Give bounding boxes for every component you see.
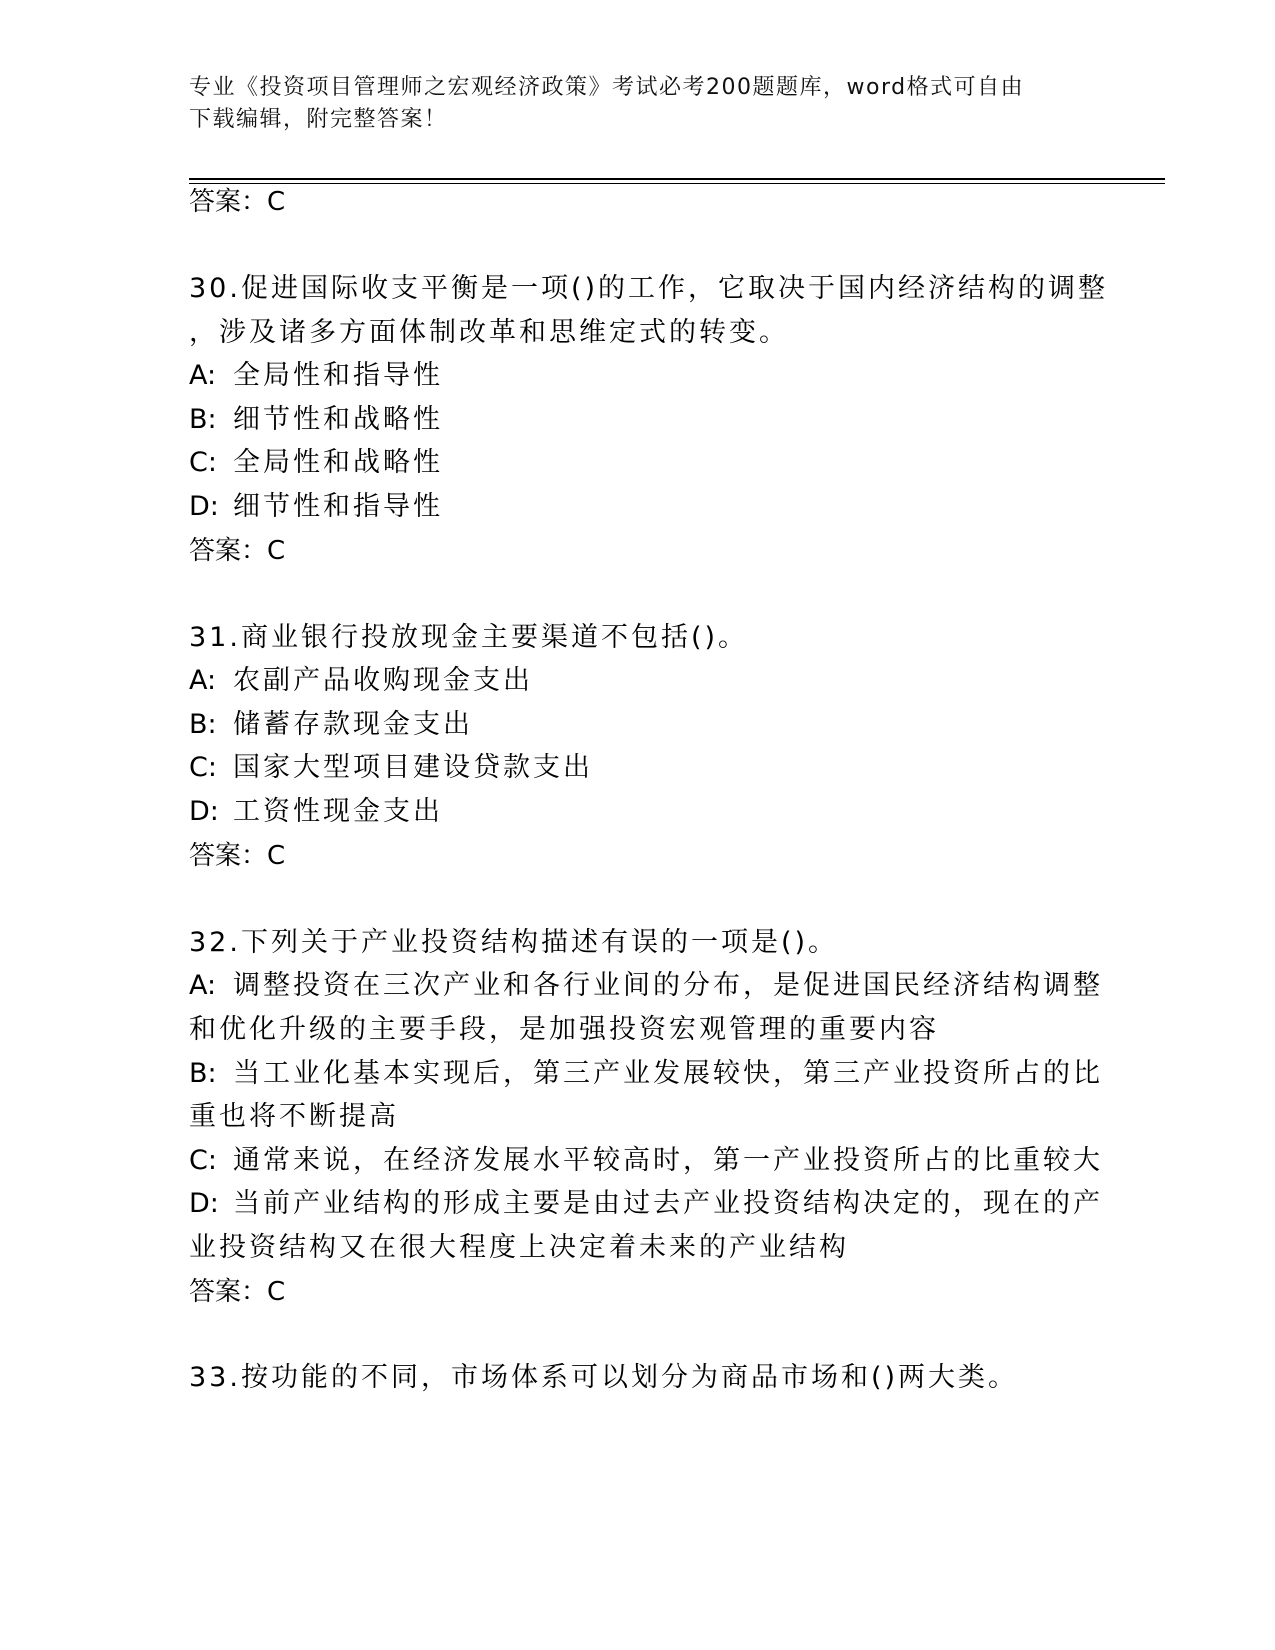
question-31-option-c: C: 国家大型项目建设贷款支出 bbox=[189, 752, 593, 783]
question-32-option-d: D: 当前产业结构的形成主要是由过去产业投资结构决定的，现在的产 bbox=[189, 1188, 1103, 1219]
question-32-option-b: B: 当工业化基本实现后，第三产业发展较快，第三产业投资所占的比 bbox=[189, 1058, 1103, 1089]
answer-32: 答案：C bbox=[189, 1277, 286, 1307]
question-32-option-b-cont: 重也将不断提高 bbox=[189, 1101, 399, 1132]
question-32-line-1: 32.下列关于产业投资结构描述有误的一项是()。 bbox=[189, 927, 839, 958]
answer-29: 答案：C bbox=[189, 187, 286, 217]
question-32-option-d-cont: 业投资结构又在很大程度上决定着未来的产业结构 bbox=[189, 1232, 849, 1263]
question-31-option-a: A: 农副产品收购现金支出 bbox=[189, 665, 533, 696]
answer-30: 答案：C bbox=[189, 536, 286, 566]
question-32-option-a-cont: 和优化升级的主要手段，是加强投资宏观管理的重要内容 bbox=[189, 1014, 939, 1045]
question-30-option-b: B: 细节性和战略性 bbox=[189, 404, 443, 435]
question-31-line-1: 31.商业银行投放现金主要渠道不包括()。 bbox=[189, 622, 749, 653]
header-line-1: 专业《投资项目管理师之宏观经济政策》考试必考200题题库，word格式可自由 bbox=[189, 75, 1025, 100]
question-30-option-c: C: 全局性和战略性 bbox=[189, 447, 443, 478]
question-33-line-1: 33.按功能的不同，市场体系可以划分为商品市场和()两大类。 bbox=[189, 1362, 1019, 1393]
question-30-line-2: ，涉及诸多方面体制改革和思维定式的转变。 bbox=[189, 317, 789, 348]
header-divider-thin bbox=[189, 183, 1165, 184]
question-31-option-d: D: 工资性现金支出 bbox=[189, 796, 443, 827]
header-divider-thick bbox=[189, 178, 1165, 180]
question-31-option-b: B: 储蓄存款现金支出 bbox=[189, 709, 473, 740]
question-30-option-d: D: 细节性和指导性 bbox=[189, 491, 443, 522]
question-32-option-c: C: 通常来说，在经济发展水平较高时，第一产业投资所占的比重较大 bbox=[189, 1145, 1103, 1176]
document-header bbox=[189, 72, 1069, 136]
header-line-2: 下载编辑，附完整答案！ bbox=[189, 107, 448, 132]
question-30-option-a: A: 全局性和指导性 bbox=[189, 360, 443, 391]
question-32-option-a: A: 调整投资在三次产业和各行业间的分布，是促进国民经济结构调整 bbox=[189, 970, 1103, 1001]
answer-31: 答案：C bbox=[189, 841, 286, 871]
question-30-line-1: 30.促进国际收支平衡是一项()的工作，它取决于国内经济结构的调整 bbox=[189, 273, 1109, 304]
